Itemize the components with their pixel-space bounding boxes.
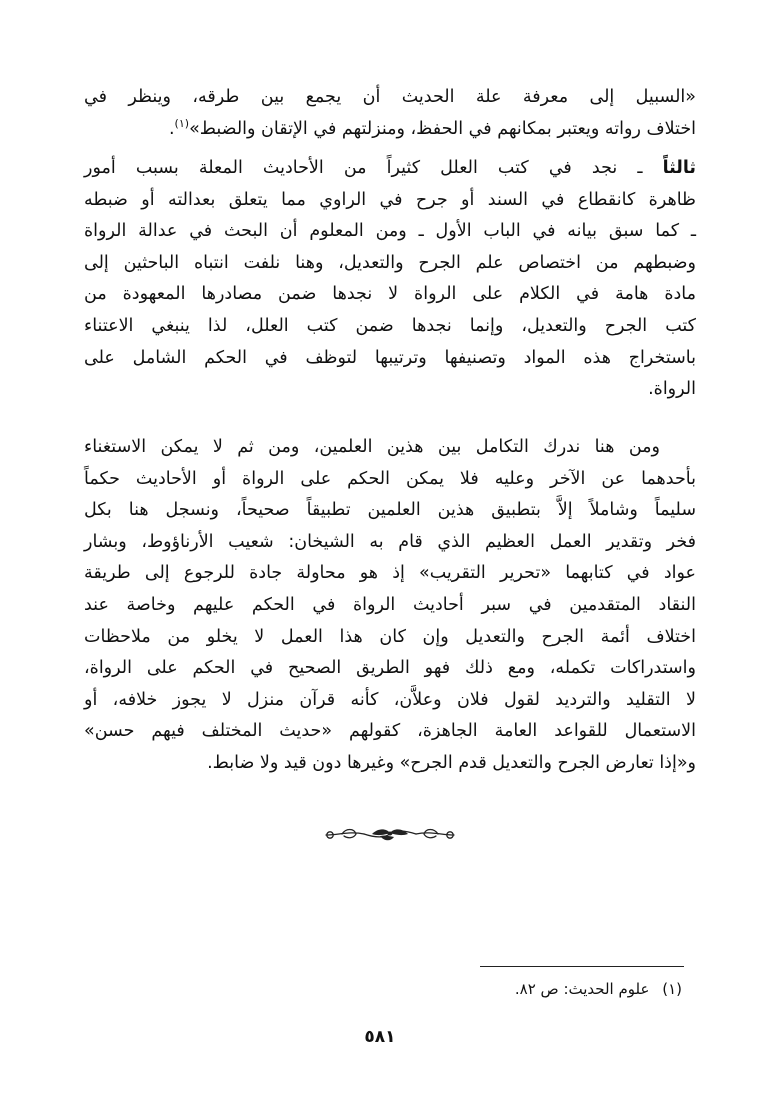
footnote-number: (١) — [662, 980, 682, 998]
footnote-text: علوم الحديث: ص ٨٢. — [514, 980, 650, 998]
text-line — [84, 114, 696, 146]
text-line-content: اختلاف رواته ويعتبر بمكانهم في الحفظ، ومنزلتهم في الإتقان والضبط» — [189, 118, 696, 139]
text-line: كتب الجرح والتعديل، وإنما نجدها ضمن كتب العلل، لذا ينبغي الاعتناء — [84, 315, 696, 336]
text-line: النقاد المتقدمين في سبر أحاديث الرواة في الحكم عليهم وخاصة عند — [84, 594, 696, 615]
text-line: وضبطهم من اختصاص علم الجرح والتعديل، وهنا نلفت انتباه الباحثين إلى — [84, 252, 696, 273]
page-number: ٥٨١ — [364, 1027, 396, 1047]
text-line: لا التقليد والترديد لقول فلان وعلاَّن، كأنه قرآن منزل لا يجوز خلافه، أو — [84, 689, 696, 710]
text-line: واستدراكات تكمله، ومع ذلك فهو الطريق الصحيح في الحكم على الرواة، — [84, 658, 696, 679]
text-line: ومن هنا ندرك التكامل بين هذين العلمين، ومن ثم لا يمكن الاستغناء — [84, 437, 660, 457]
text-line: الرواة. — [648, 379, 696, 400]
text-line: الاستعمال للقواعد العامة الجاهزة، كقولهم «حديث المختلف فيهم حسن» — [84, 721, 696, 742]
paragraph-quote-continuation — [84, 82, 696, 145]
footnote — [515, 980, 682, 998]
text-line: «السبيل إلى معرفة علة الحديث أن يجمع بين طرقه، وينظر في — [84, 87, 696, 107]
text-line: بأحدهما عن الآخر وعليه فلا يمكن الحكم على الرواة أو الأحاديث حكماً — [84, 468, 696, 489]
footnote-reference[interactable]: (١) — [174, 116, 190, 130]
text-line: و«إذا تعارض الجرح والتعديل قدم الجرح» وغيرها دون قيد ولا ضابط. — [207, 752, 696, 773]
text-line — [84, 153, 696, 185]
text-line: مادة هامة في الكلام على الرواة لا نجدها ضمن مصادرها المعهودة من — [84, 284, 696, 305]
paragraph-lead-word: ثالثاً — [662, 158, 696, 178]
text-line: عواد في كتابهما «تحرير التقريب» إذ هو محاولة جادة للرجوع إلى طريقة — [84, 563, 696, 584]
sentence-end-punctuation: . — [168, 118, 175, 139]
footnote-separator — [480, 966, 684, 967]
text-line: اختلاف أئمة الجرح والتعديل وإن كان هذا العمل لا يخلو من ملاحظات — [84, 626, 696, 647]
text-line: ـ كما سبق بيانه في الباب الأول ـ ومن المعلوم أن البحث في عدالة الرواة — [84, 221, 696, 242]
text-line: سليماً وشاملاً إلاَّ بتطبيق هذين العلمين تطبيقاً صحيحاً، ونسجل هنا بكل — [84, 500, 696, 521]
text-line: باستخراج هذه المواد وتصنيفها وترتيبها لتوظف في الحكم الشامل على — [84, 347, 696, 368]
text-line-content: ـ نجد في كتب العلل كثيراً من الأحاديث المعلة بسبب أمور — [84, 158, 663, 178]
floral-divider-icon — [320, 822, 460, 846]
paragraph-thirdly — [84, 153, 696, 406]
paragraph-integration — [84, 432, 696, 780]
text-line: ظاهرة كانقطاع في السند أو جرح في الراوي مما يتعلق بعدالته أو ضبطه — [84, 189, 696, 210]
text-line: فخر وتقدير العمل العظيم الذي قام به الشيخان: شعيب الأرناؤوط، وبشار — [84, 531, 696, 552]
